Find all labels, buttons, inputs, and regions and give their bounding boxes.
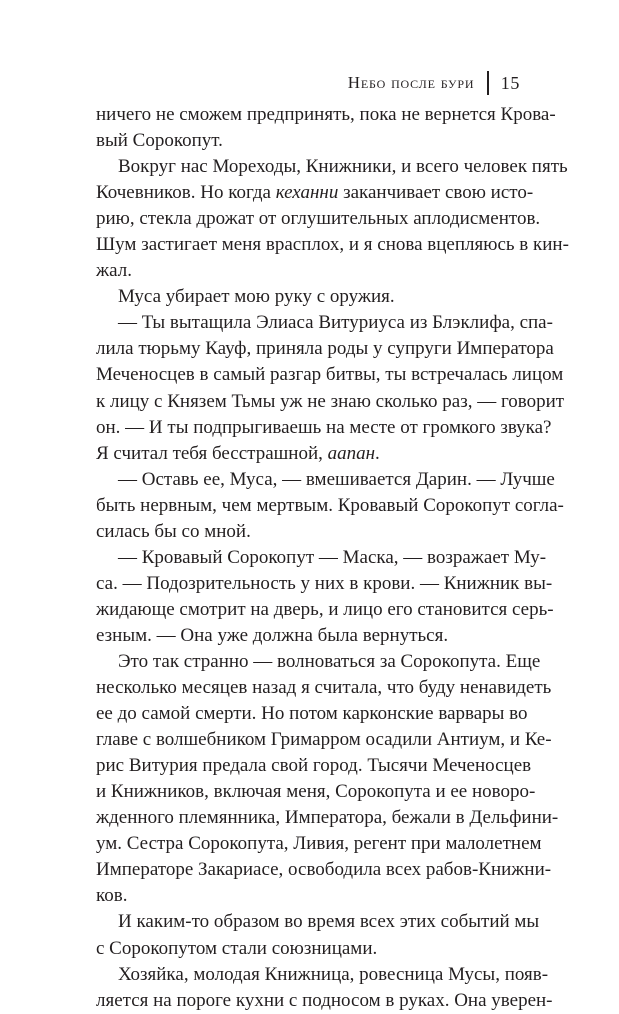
text-line: лила тюрьму Кауф, приняла роды у супруги Императора [96,338,554,360]
text-line: И каким-то образом во время всех этих событий мы [118,911,540,933]
text-line: ее до самой смерти. Но потом карконские варвары во [96,703,528,725]
text-line: — Оставь ее, Муса, — вмешивается Дарин. — Лучше [118,468,555,490]
italic-word: аапан [327,442,376,464]
text-line: Это так странно — волноваться за Сорокопута. Еще [118,650,541,672]
text-line: — Ты вытащила Элиаса Витуриуса из Блэклифа, спа- [118,312,553,334]
running-head-title: Небо после бури [347,73,475,92]
text-line: ков. [96,885,128,907]
text-line: жал. [96,260,132,282]
text-line: са. — Подозрительность у них в крови. — Книжник вы- [96,572,553,594]
text-line: ничего не сможем предпринять, пока не вернется Крова- [96,104,556,125]
text-line: жденного племянника, Императора, бежали в Дельфини- [96,807,559,829]
running-head-divider [487,71,489,95]
text-line: ляется на пороге кухни с подносом в руках. Она уверен- [96,989,553,1011]
text-line: ум. Сестра Сорокопута, Ливия, регент при малолетнем [96,833,542,855]
text-line: вый Сорокопут. [96,130,223,152]
text-line: Кочевников. Но когда кеханни заканчивает свою исто- [96,182,534,204]
text-line: Шум застигает меня врасплох, и я снова вцепляюсь в кин- [96,234,569,256]
text-line: и Книжников, включая меня, Сорокопута и ее новоро- [96,781,536,803]
text-line: жидающе смотрит на дверь, и лицо его становится серь- [96,598,554,620]
text-line: — Кровавый Сорокопут — Маска, — возражает Му- [118,546,547,568]
text-line: рию, стекла дрожат от оглушительных аплодисментов. [96,208,541,230]
text-line: Меченосцев в самый разгар битвы, ты встречалась лицом [96,364,564,386]
text-line: главе с волшебником Гримарром осадили Антиум, и Ке- [96,729,552,751]
text-line: силась бы со мной. [96,520,251,542]
body-text [96,102,569,1014]
text-line: с Сорокопутом стали союзницами. [96,937,378,959]
text-line: рис Витурия предала свой город. Тысячи Меченосцев [96,755,532,777]
text-line: быть нервным, чем мертвым. Кровавый Сорокопут согла- [96,494,564,516]
page-number: 15 [500,72,520,93]
text-line: Императоре Закариасе, освободила всех рабов-Книжни- [96,859,552,881]
text-line: к лицу с Князем Тьмы уж не знаю сколько раз, — говорит [96,390,565,412]
text-line: Хозяйка, молодая Книжница, ровесница Мусы, появ- [118,963,549,985]
text-line: Муса убирает мою руку с оружия. [118,286,395,308]
text-line: Я считал тебя бесстрашной, аапан. [96,442,380,464]
italic-word: кеханни [275,182,339,204]
text-line: Вокруг нас Мореходы, Книжники, и всего человек пять [118,156,568,178]
running-head [348,70,520,96]
text-line: несколько месяцев назад я считала, что буду ненавидеть [96,677,552,699]
text-line: он. — И ты подпрыгиваешь на месте от громкого звука? [96,416,552,438]
text-line: езным. — Она уже должна была вернуться. [96,624,449,646]
